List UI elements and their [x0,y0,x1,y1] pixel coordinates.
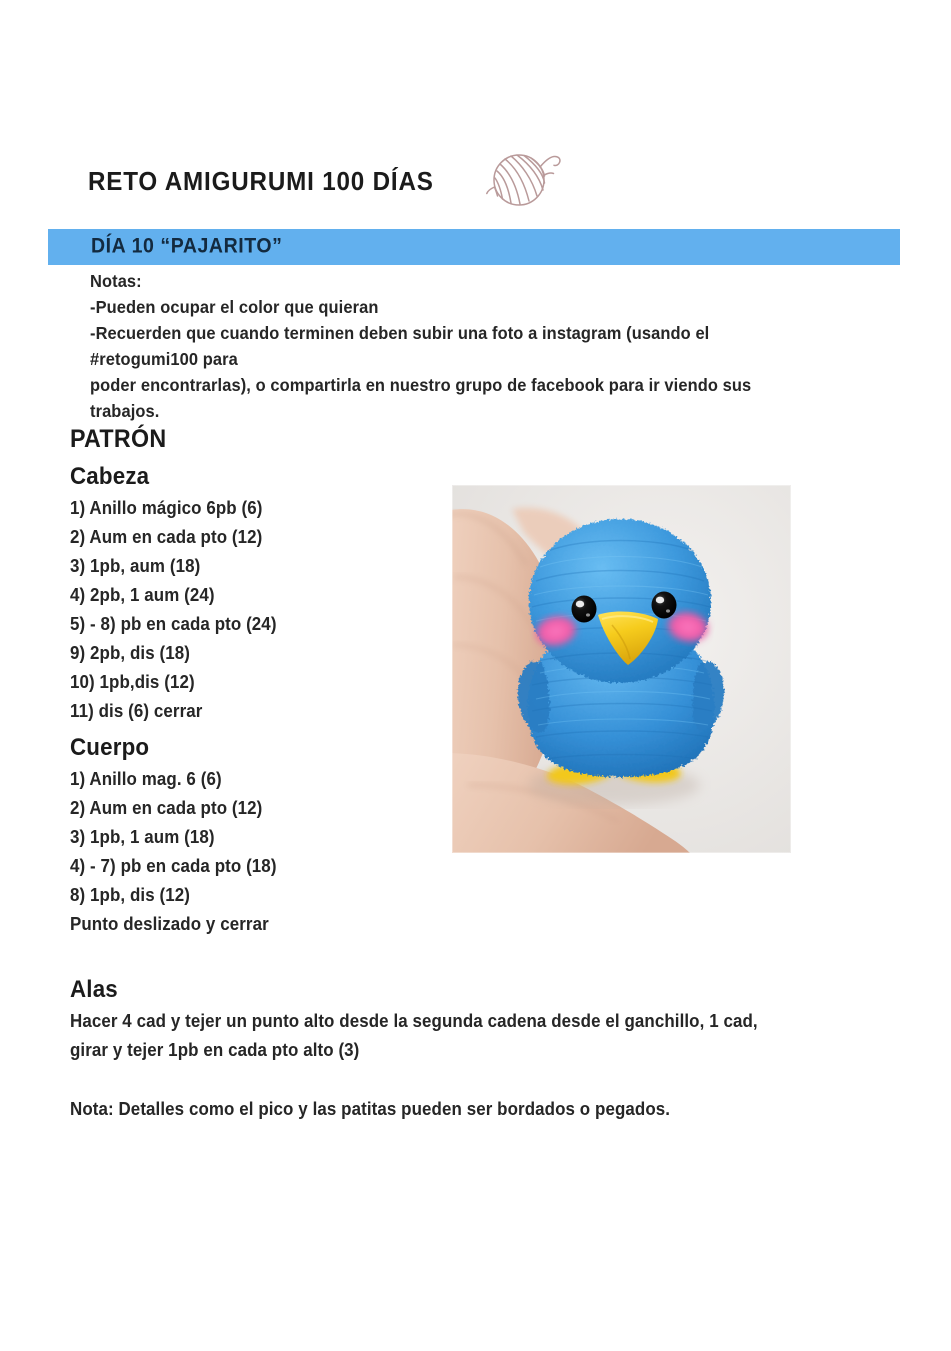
yarn-ball-icon [486,145,562,211]
wings-block [70,968,890,1065]
pattern-row: 8) 1pb, dis (12) [70,885,190,905]
pattern-row: 11) dis (6) cerrar [70,701,203,721]
pattern-row: 2) Aum en cada pto (12) [70,527,263,547]
pattern-row: 9) 2pb, dis (18) [70,643,190,663]
pattern-row: 2) Aum en cada pto (12) [70,798,263,818]
pattern-row: 10) 1pb,dis (12) [70,672,195,692]
section-heading-cuerpo: Cuerpo [70,734,150,761]
section-heading-alas: Alas [70,976,118,1003]
pattern-block [70,424,440,939]
pattern-row: 4) 2pb, 1 aum (24) [70,585,215,605]
final-note: Nota: Detalles como el pico y las patitas pueden ser bordados o pegados. [70,1099,671,1119]
notes-line: -Pueden ocupar el color que quieran [90,297,379,317]
project-photo [452,485,791,853]
pattern-row: 1) Anillo mágico 6pb (6) [70,498,263,518]
pattern-heading: PATRÓN [70,425,167,453]
wings-line: Hacer 4 cad y tejer un punto alto desde la segunda cadena desde el ganchillo, 1 cad, [70,1011,758,1031]
pattern-row: 3) 1pb, 1 aum (18) [70,827,215,847]
wings-line: girar y tejer 1pb en cada pto alto (3) [70,1040,360,1060]
pattern-row: 5) - 8) pb en cada pto (24) [70,614,277,634]
notes-block [90,268,850,424]
section-heading-cabeza: Cabeza [70,463,150,490]
day-header-bar [48,229,900,265]
notes-heading: Notas: [90,271,142,291]
day-header-label: DÍA 10 “PAJARITO” [91,234,283,258]
pattern-row: 1) Anillo mag. 6 (6) [70,769,222,789]
page-title: RETO AMIGURUMI 100 DÍAS [88,165,434,196]
notes-line: -Recuerden que cuando terminen deben subir una foto a instagram (usando el #retogumi100 para [90,323,710,369]
masthead [88,146,908,216]
pattern-row: 4) - 7) pb en cada pto (18) [70,856,277,876]
pattern-row: Punto deslizado y cerrar [70,914,269,934]
notes-line: poder encontrarlas), o compartirla en nuestro grupo de facebook para ir viendo sus trabajos. [90,375,752,421]
pattern-row: 3) 1pb, aum (18) [70,556,201,576]
